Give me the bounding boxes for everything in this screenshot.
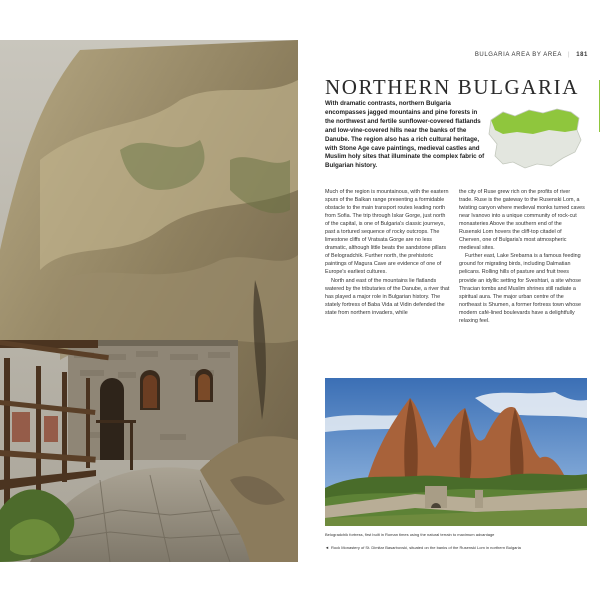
right-page [313, 40, 600, 562]
page-title: NORTHERN BULGARIA [325, 75, 580, 99]
region-map [485, 100, 585, 174]
intro-text: With dramatic contrasts, northern Bulgaria encompasses jagged mountains and pine forests in the northwest and fertile sunflower-covered flatlands and low-vine-covered hills near the banks of the Danube. The region also has a rich cultural heritage, with Stone Age cave paintings, medieval castles and Muslim holy sites that illuminate the complex fabric of Bulgarian history. [325, 100, 485, 170]
paragraph: Much of the region is mountainous, with the eastern spurs of the Balkan range presenting a formidable obstacle to the main transport routes leading north from Sofia. The trip through Iskar Gorge, just north of the capital, is one of Bulgaria's classic journeys, past a tortured sequence of rocky outcrops. The limestone cliffs of Vratsata Gorge are no less dramatic, although little beats the sandstone pillars of Belogradchik. Further north, the prehistoric paintings of Magura Cave are evidence of one of Europe's earliest cultures. [325, 189, 449, 276]
fortress-photo [325, 378, 587, 526]
fortress-caption: Belogradchik fortress, first built in Roman times using the natural terrain to maximum advantage [325, 532, 495, 537]
monastery-caption [325, 545, 587, 551]
paragraph: Further east, Lake Srebarna is a famous feeding ground for migrating birds, including Dalmatian pelicans. Rolling hills of pasture and fruit trees provide an idyllic setting for Sveshtari, a site whose Thracian tombs and Muslim shrines still radiate a spiritual aura. The major urban centre of the northeast is Shumen, a former fortress town whose modern café-lined boulevards have a delightfully relaxing feel. [459, 253, 581, 324]
section-label: BULGARIA AREA BY AREA [474, 52, 563, 58]
body-column-1 [325, 188, 451, 317]
page-number: 181 [576, 52, 588, 58]
book-spread [0, 40, 600, 562]
left-arrow-icon: ◄ [325, 545, 329, 550]
running-header [475, 52, 588, 58]
header-separator: | [568, 52, 571, 58]
monastery-photo [0, 40, 298, 562]
paragraph: the city of Ruse grew rich on the profits of river trade. Ruse is the gateway to the Rusenski Lom, a twisting canyon where medieval monks turned caves near Ivanovo into a unique community of rock-cut monasteries Above the southern end of the Rusenski Lom hovers the cliff-top citadel of Cherven, one of Bulgaria's most atmospheric medieval sites. [459, 189, 585, 252]
monastery-caption-text: Rock Monastery of St. Dimitar Basarbovski, situated on the banks of the Rusenski Lom in northern Bulgaria [330, 545, 521, 550]
paragraph: North and east of the mountains lie flatlands watered by the tributaries of the Danube, a river that has played a major role in Bulgarian history. The stately fortress of Baba Vida at Vidin defended the state from northern invaders, while [325, 277, 450, 316]
body-column-2 [459, 188, 585, 325]
